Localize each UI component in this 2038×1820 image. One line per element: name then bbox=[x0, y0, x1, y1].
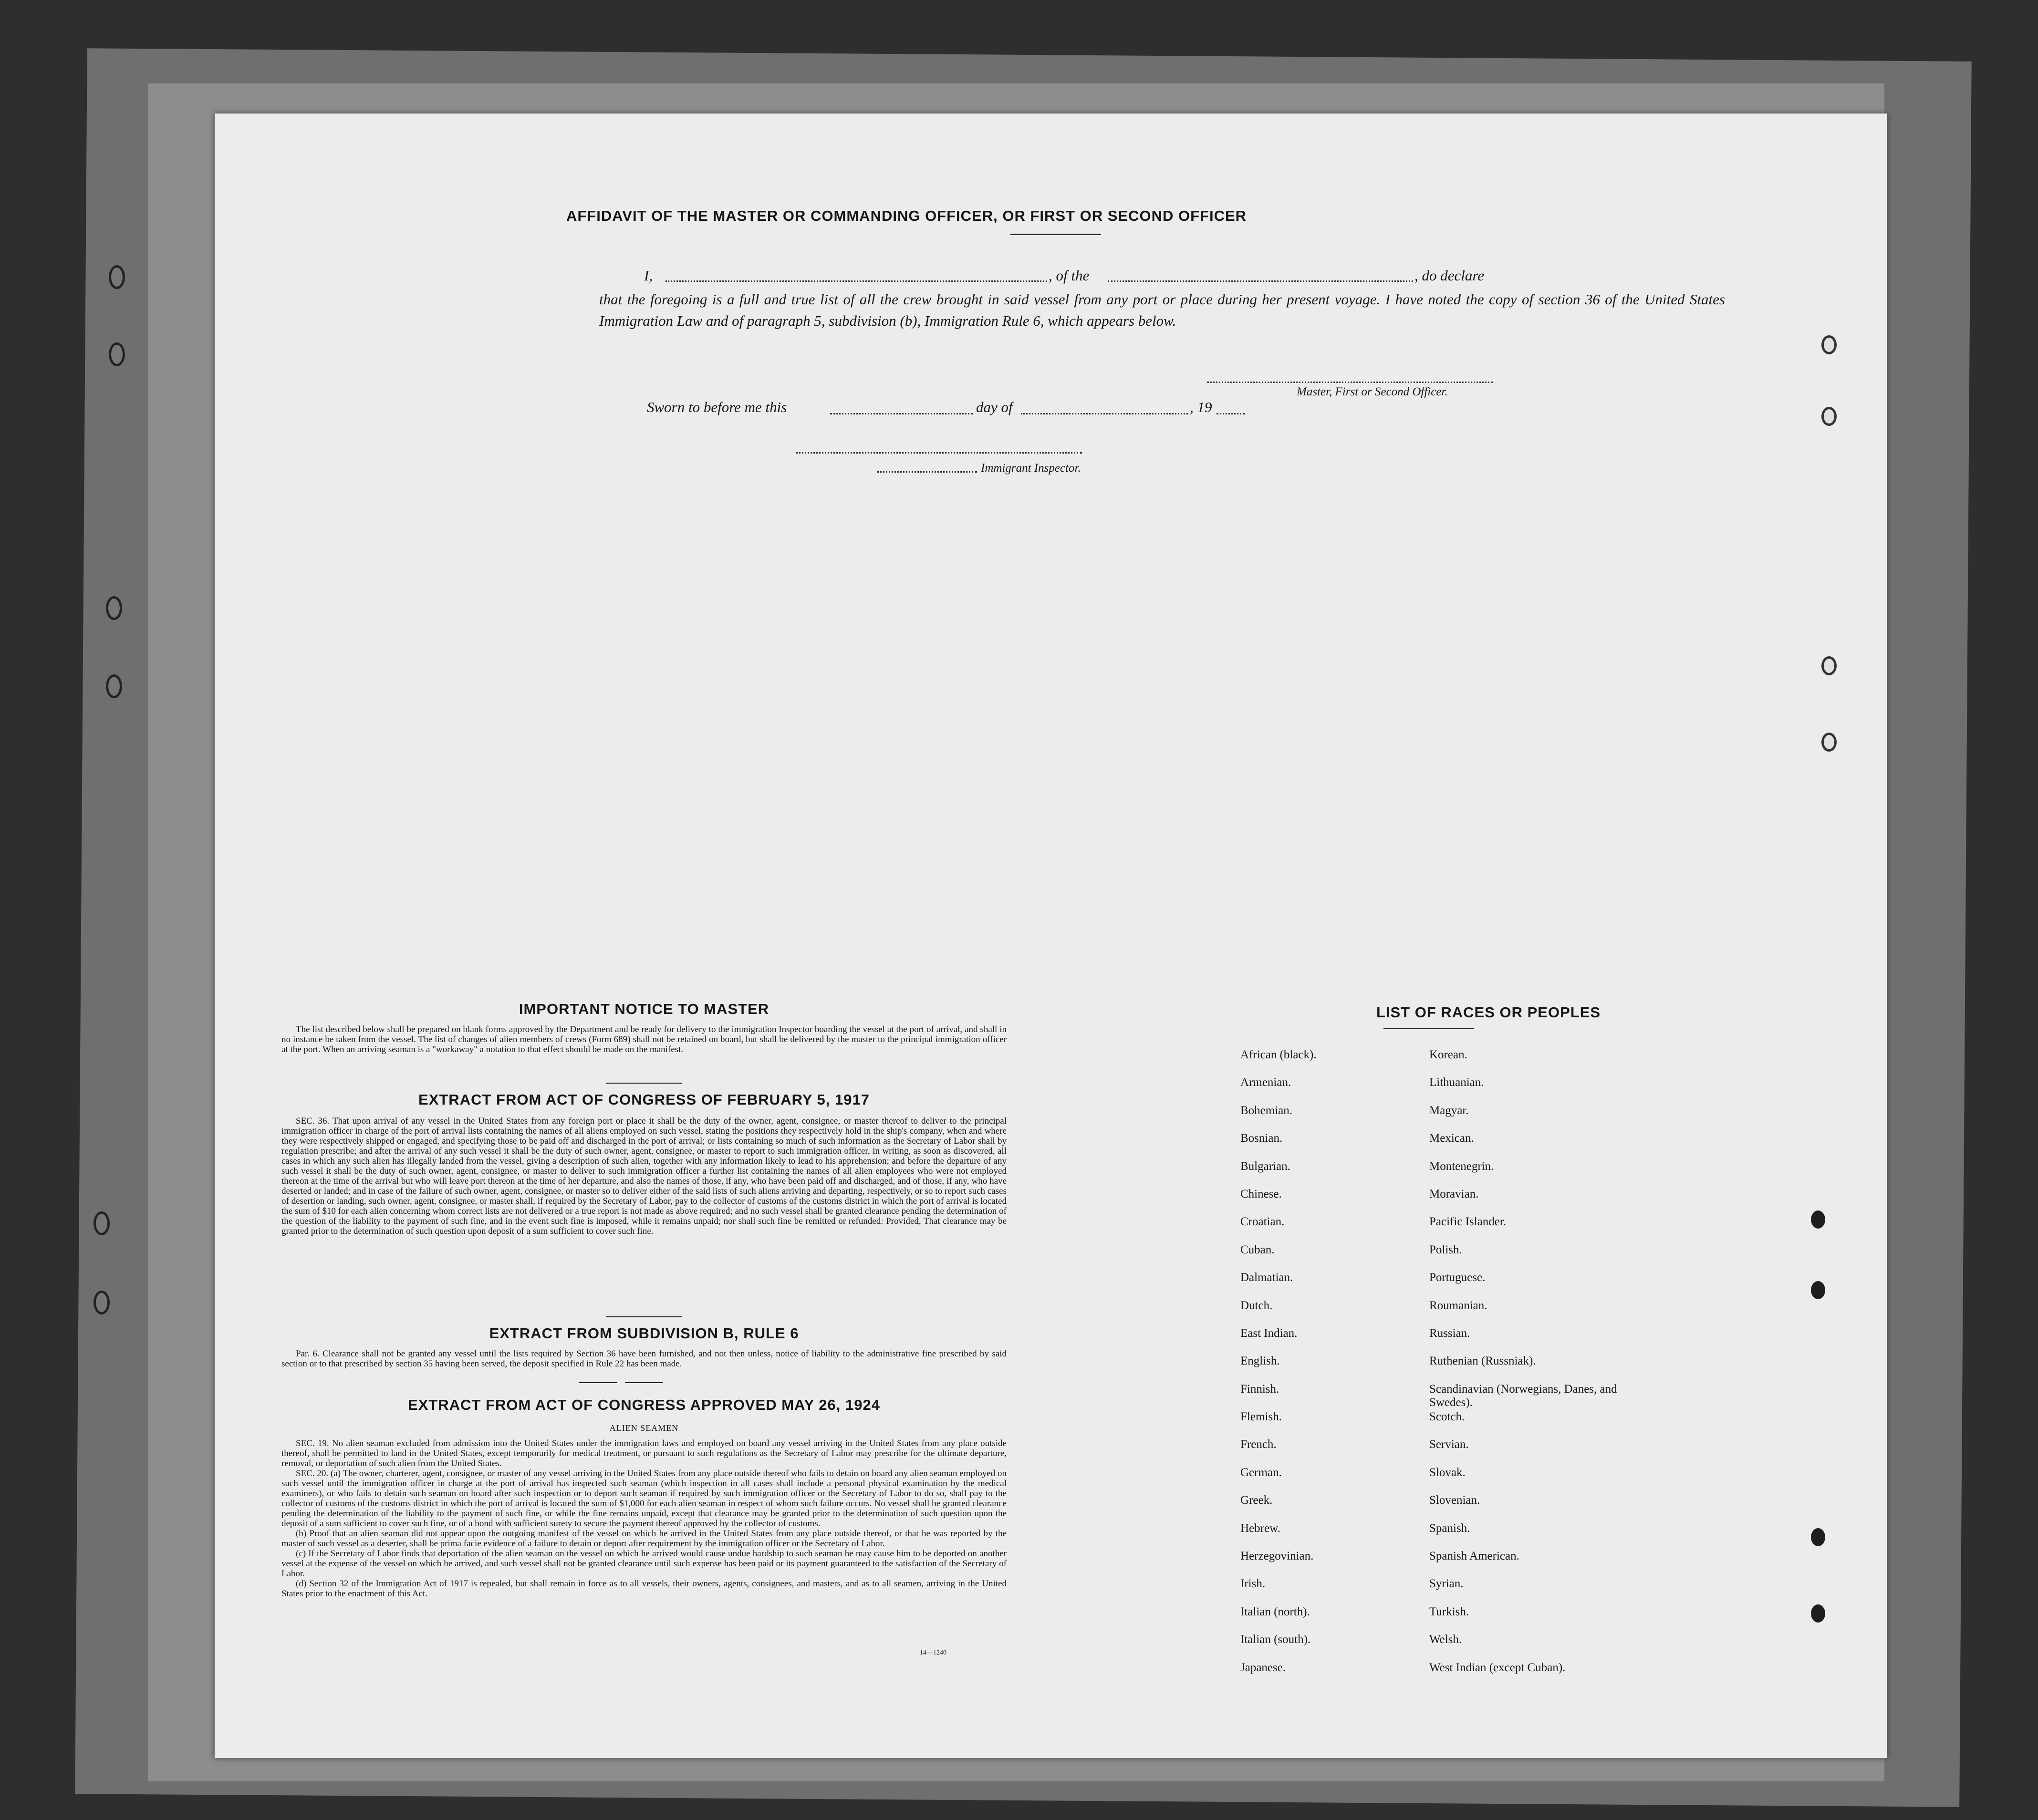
race-item: Japanese. bbox=[1240, 1661, 1286, 1674]
punch-hole bbox=[1821, 407, 1837, 426]
races-title-rule bbox=[1383, 1028, 1474, 1029]
race-item: Cuban. bbox=[1240, 1243, 1275, 1256]
extract-1924-body bbox=[281, 1438, 1007, 1599]
race-item: Bulgarian. bbox=[1240, 1159, 1290, 1173]
binder-hole bbox=[94, 1291, 110, 1314]
alien-seamen-subtitle: ALIEN SEAMEN bbox=[609, 1423, 679, 1433]
race-item: Dalmatian. bbox=[1240, 1271, 1293, 1284]
race-item: Syrian. bbox=[1429, 1577, 1464, 1591]
race-item: Scandinavian (Norwegians, Danes, and Swedes). bbox=[1429, 1382, 1617, 1409]
race-item: Roumanian. bbox=[1429, 1299, 1487, 1312]
race-item: Slovak. bbox=[1429, 1466, 1466, 1479]
signature-blank[interactable] bbox=[1207, 382, 1493, 383]
race-item: African (black). bbox=[1240, 1048, 1317, 1061]
form-number: 14—1240 bbox=[920, 1649, 946, 1656]
sec20d-paragraph: (d) Section 32 of the Immigration Act of 1917 is repealed, but shall remain in force as to all vessels, their owners, agents, consignees, and masters, and as to all seamen, arriving in the United States prior to the enactment of this Act. bbox=[281, 1579, 1007, 1599]
year-label: , 19 bbox=[1190, 399, 1212, 415]
race-item: English. bbox=[1240, 1355, 1280, 1368]
punch-hole bbox=[1821, 733, 1837, 752]
race-item: Polish. bbox=[1429, 1243, 1462, 1256]
sworn-label: Sworn to before me this bbox=[647, 399, 787, 415]
race-item: Welsh. bbox=[1429, 1633, 1462, 1646]
notice-text: The list described below shall be prepared on blank forms approved by the Department and be ready for delivery to the immigration Inspector boarding the vessel at the port of arrival, and shall in no instance be taken from the vessel. The list of changes of alien members of crews (Form 689) shall not be retained on board, but shall be delivered by the master to the principal immigration officer at the port. When an arriving seaman is a "workaway" a notation to that effect should be made on the manifest. bbox=[281, 1024, 1007, 1055]
race-item: Croatian. bbox=[1240, 1215, 1285, 1229]
race-item: French. bbox=[1240, 1438, 1277, 1451]
notice-body bbox=[281, 1024, 1007, 1055]
sec20c-paragraph: (c) If the Secretary of Labor finds that deportation of the alien seaman on the vessel on which he arrived would cause undue hardship to such seaman he may cause him to be deported on another vessel at the expense of the vessel on which he arrived, and such vessel shall not be granted clearance until such expense has been paid or its payment guaranteed to the satisfaction of the Secretary of Labor. bbox=[281, 1549, 1007, 1579]
extract-1917-text: SEC. 36. That upon arrival of any vessel in the United States from any foreign port or place it shall be the duty of the owner, agent, consignee, or master thereof to deliver to the principal immigration officer in charge of the port of arrival lists containing the names of all aliens employed on such vessel, stating the positions they respectively hold in the ship's company, when and where they were respectively shipped or engaged, and specifying those to be paid off and discharged in the port of arrival; or lists containing so much of such information as the Secretary of Labor shall by regulation prescribe; and after the arrival of any such vessel it shall be the duty of such owner, agent, consignee, or master to report to such immigration officer, in writing, as soon as discovered, all cases in which any such alien has illegally landed from the vessel, giving a description of such alien, together with any information likely to lead to his apprehension; and before the departure of any such vessel it shall be the duty of such owner, agent, consignee, or master to deliver to such immigration officer a further list containing the names of all alien employees who were not employed thereon at the time of the arrival but who will leave port thereon at the time of her departure, and also the names of those, if any, who have been paid off and discharged, and of those, if any, who have deserted or landed; and in case of the failure of such owner, agent, consignee, or master so to deliver either of the said lists of such aliens arriving and departing, respectively, or so to report such cases of desertion or landing, such owner, agent, consignee, or master shall, if required by the Secretary of Labor, pay to the collector of customs of the customs district in which the port of arrival is located the sum of $10 for each alien concerning whom correct lists are not delivered or a true report is not made as above required; and no such vessel shall be granted clearance pending the determination of the question of the liability to the payment of such fine, and in the event such fine is imposed, while it remains unpaid; nor shall such fine be remitted or refunded: Provided, That clearance may be granted prior to the determination of such question upon deposit of a sum sufficient to cover such fine. bbox=[281, 1116, 1007, 1236]
name-blank[interactable] bbox=[665, 280, 1047, 282]
signature-label: Master, First or Second Officer. bbox=[1297, 385, 1448, 398]
punch-hole bbox=[1811, 1528, 1825, 1546]
punch-hole bbox=[1811, 1210, 1825, 1229]
race-item: Magyar. bbox=[1429, 1104, 1469, 1117]
extract-1917-title: EXTRACT FROM ACT OF CONGRESS OF FEBRUARY 5, 1917 bbox=[418, 1091, 870, 1108]
race-item: Mexican. bbox=[1429, 1132, 1474, 1145]
affidavit-title: AFFIDAVIT OF THE MASTER OR COMMANDING OFFICER, OR FIRST OR SECOND OFFICER bbox=[566, 207, 1247, 224]
sec20b-paragraph: (b) Proof that an alien seaman did not appear upon the outgoing manifest of the vessel on which he arrived in the United States from any place outside thereof, or that he was reported by the master of such vessel as a deserter, shall be prima facie evidence of a failure to detain or deport after requirement by the immigration officer or the Secretary of Labor. bbox=[281, 1529, 1007, 1549]
section-rule bbox=[606, 1083, 682, 1084]
sec19-paragraph: SEC. 19. No alien seaman excluded from admission into the United States under the immigration laws and employed on board any vessel arriving in the United States from any place outside thereof, shall be permitted to land in the United States, except temporarily for medical treatment, or pursuant to such regulations as the Secretary of Labor may prescribe for the ultimate departure, removal, or deportation of such alien from the United States. bbox=[281, 1438, 1007, 1468]
races-title: LIST OF RACES OR PEOPLES bbox=[1376, 1004, 1601, 1021]
races-right-column bbox=[1429, 1048, 1620, 1689]
inspector-label: Immigrant Inspector. bbox=[981, 462, 1081, 475]
race-item: Portuguese. bbox=[1429, 1271, 1486, 1284]
notice-title: IMPORTANT NOTICE TO MASTER bbox=[519, 1001, 769, 1017]
race-item: Moravian. bbox=[1429, 1187, 1479, 1200]
inspector-leader bbox=[877, 471, 977, 473]
race-item: Italian (north). bbox=[1240, 1605, 1310, 1618]
extract-rule6-title: EXTRACT FROM SUBDIVISION B, RULE 6 bbox=[489, 1325, 799, 1342]
race-item: Armenian. bbox=[1240, 1076, 1291, 1089]
affidavit-i-label: I, bbox=[644, 267, 653, 284]
race-item: Montenegrin. bbox=[1429, 1159, 1494, 1173]
race-item: Spanish. bbox=[1429, 1521, 1470, 1535]
race-item: West Indian (except Cuban). bbox=[1429, 1661, 1566, 1674]
title-rule bbox=[1010, 234, 1101, 235]
punch-hole bbox=[1821, 656, 1837, 675]
form-page bbox=[215, 114, 1887, 1758]
section-rule bbox=[606, 1316, 682, 1317]
binder-hole bbox=[94, 1211, 110, 1235]
race-item: Italian (south). bbox=[1240, 1633, 1311, 1646]
sworn-year-blank[interactable] bbox=[1217, 413, 1245, 414]
race-item: Turkish. bbox=[1429, 1605, 1469, 1618]
race-item: Herzegovinian. bbox=[1240, 1550, 1314, 1563]
do-declare-label: , do declare bbox=[1414, 267, 1485, 284]
of-the-label: , of the bbox=[1049, 267, 1090, 284]
extract-rule6-text: Par. 6. Clearance shall not be granted any vessel until the lists required by Section 36 have been furnished, and not then unless, notice of liability to the administrative fine prescribed by said section or to that prescribed by section 35 having been served, the deposit specified in Rule 22 has been made. bbox=[281, 1349, 1007, 1369]
section-rule bbox=[625, 1382, 663, 1383]
sworn-month-blank[interactable] bbox=[1021, 413, 1188, 414]
race-item: Ruthenian (Russniak). bbox=[1429, 1355, 1536, 1368]
extract-1917-body bbox=[281, 1116, 1007, 1236]
punch-hole bbox=[1821, 335, 1837, 354]
extract-rule6-body bbox=[281, 1349, 1007, 1369]
race-item: Hebrew. bbox=[1240, 1521, 1280, 1535]
punch-hole bbox=[1811, 1281, 1825, 1299]
punch-hole bbox=[1811, 1604, 1825, 1623]
sec20a-paragraph: SEC. 20. (a) The owner, charterer, agent, consignee, or master of any vessel arriving in the United States from any place outside thereof who fails to detain on board any alien seaman employed on such vessel until the immigration officer in charge at the port of arrival has inspected such seaman (which inspection in all cases shall include a personal physical examination by the medical examiners), or who fails to detain such seaman on board after such inspection or to deport such seaman if required by such immigration officer or the Secretary of Labor to do so, shall pay to the collector of customs of the customs district in which the port of arrival is located the sum of $1,000 for each alien seaman in respect of whom such failure occurs. No vessel shall be granted clearance pending the determination of the liability to the payment of such fine, or while the fine remains unpaid, except that clearance may be granted prior to the determination of such question upon the deposit of a sum sufficient to cover such fine, or of a bond with sufficient surety to secure the payment thereof approved by the collector of customs. bbox=[281, 1468, 1007, 1529]
declaration-text: that the foregoing is a full and true list of all the crew brought in said vessel from any port or place during her present voyage. I have noted the copy of section 36 of the United States Immigration Law and of paragraph 5, subdivision (b), Immigration Rule 6, which appears below. bbox=[599, 291, 1725, 329]
race-item: Irish. bbox=[1240, 1577, 1266, 1591]
extract-1924-title: EXTRACT FROM ACT OF CONGRESS APPROVED MAY 26, 1924 bbox=[408, 1396, 880, 1413]
race-item: East Indian. bbox=[1240, 1326, 1298, 1340]
binder-hole bbox=[109, 342, 125, 366]
race-item: Servian. bbox=[1429, 1438, 1469, 1451]
race-item: Greek. bbox=[1240, 1494, 1273, 1507]
day-of-label: day of bbox=[976, 399, 1013, 415]
race-item: Bohemian. bbox=[1240, 1104, 1293, 1117]
race-item: German. bbox=[1240, 1466, 1282, 1479]
races-left-column bbox=[1240, 1048, 1422, 1689]
race-item: Slovenian. bbox=[1429, 1494, 1480, 1507]
race-item: Flemish. bbox=[1240, 1410, 1282, 1424]
race-item: Dutch. bbox=[1240, 1299, 1273, 1312]
binder-hole bbox=[109, 265, 125, 289]
inspector-signature-blank[interactable] bbox=[796, 452, 1082, 454]
sworn-day-blank[interactable] bbox=[830, 413, 973, 414]
race-item: Lithuanian. bbox=[1429, 1076, 1484, 1089]
race-item: Russian. bbox=[1429, 1326, 1470, 1340]
race-item: Korean. bbox=[1429, 1048, 1467, 1061]
race-item: Finnish. bbox=[1240, 1382, 1279, 1396]
race-item: Scotch. bbox=[1429, 1410, 1465, 1424]
race-item: Pacific Islander. bbox=[1429, 1215, 1507, 1229]
binder-hole bbox=[106, 596, 122, 620]
section-rule bbox=[579, 1382, 617, 1383]
binder-hole bbox=[106, 674, 122, 698]
race-item: Bosnian. bbox=[1240, 1132, 1283, 1145]
race-item: Spanish American. bbox=[1429, 1550, 1519, 1563]
race-item: Chinese. bbox=[1240, 1187, 1282, 1200]
vessel-blank[interactable] bbox=[1108, 280, 1413, 282]
